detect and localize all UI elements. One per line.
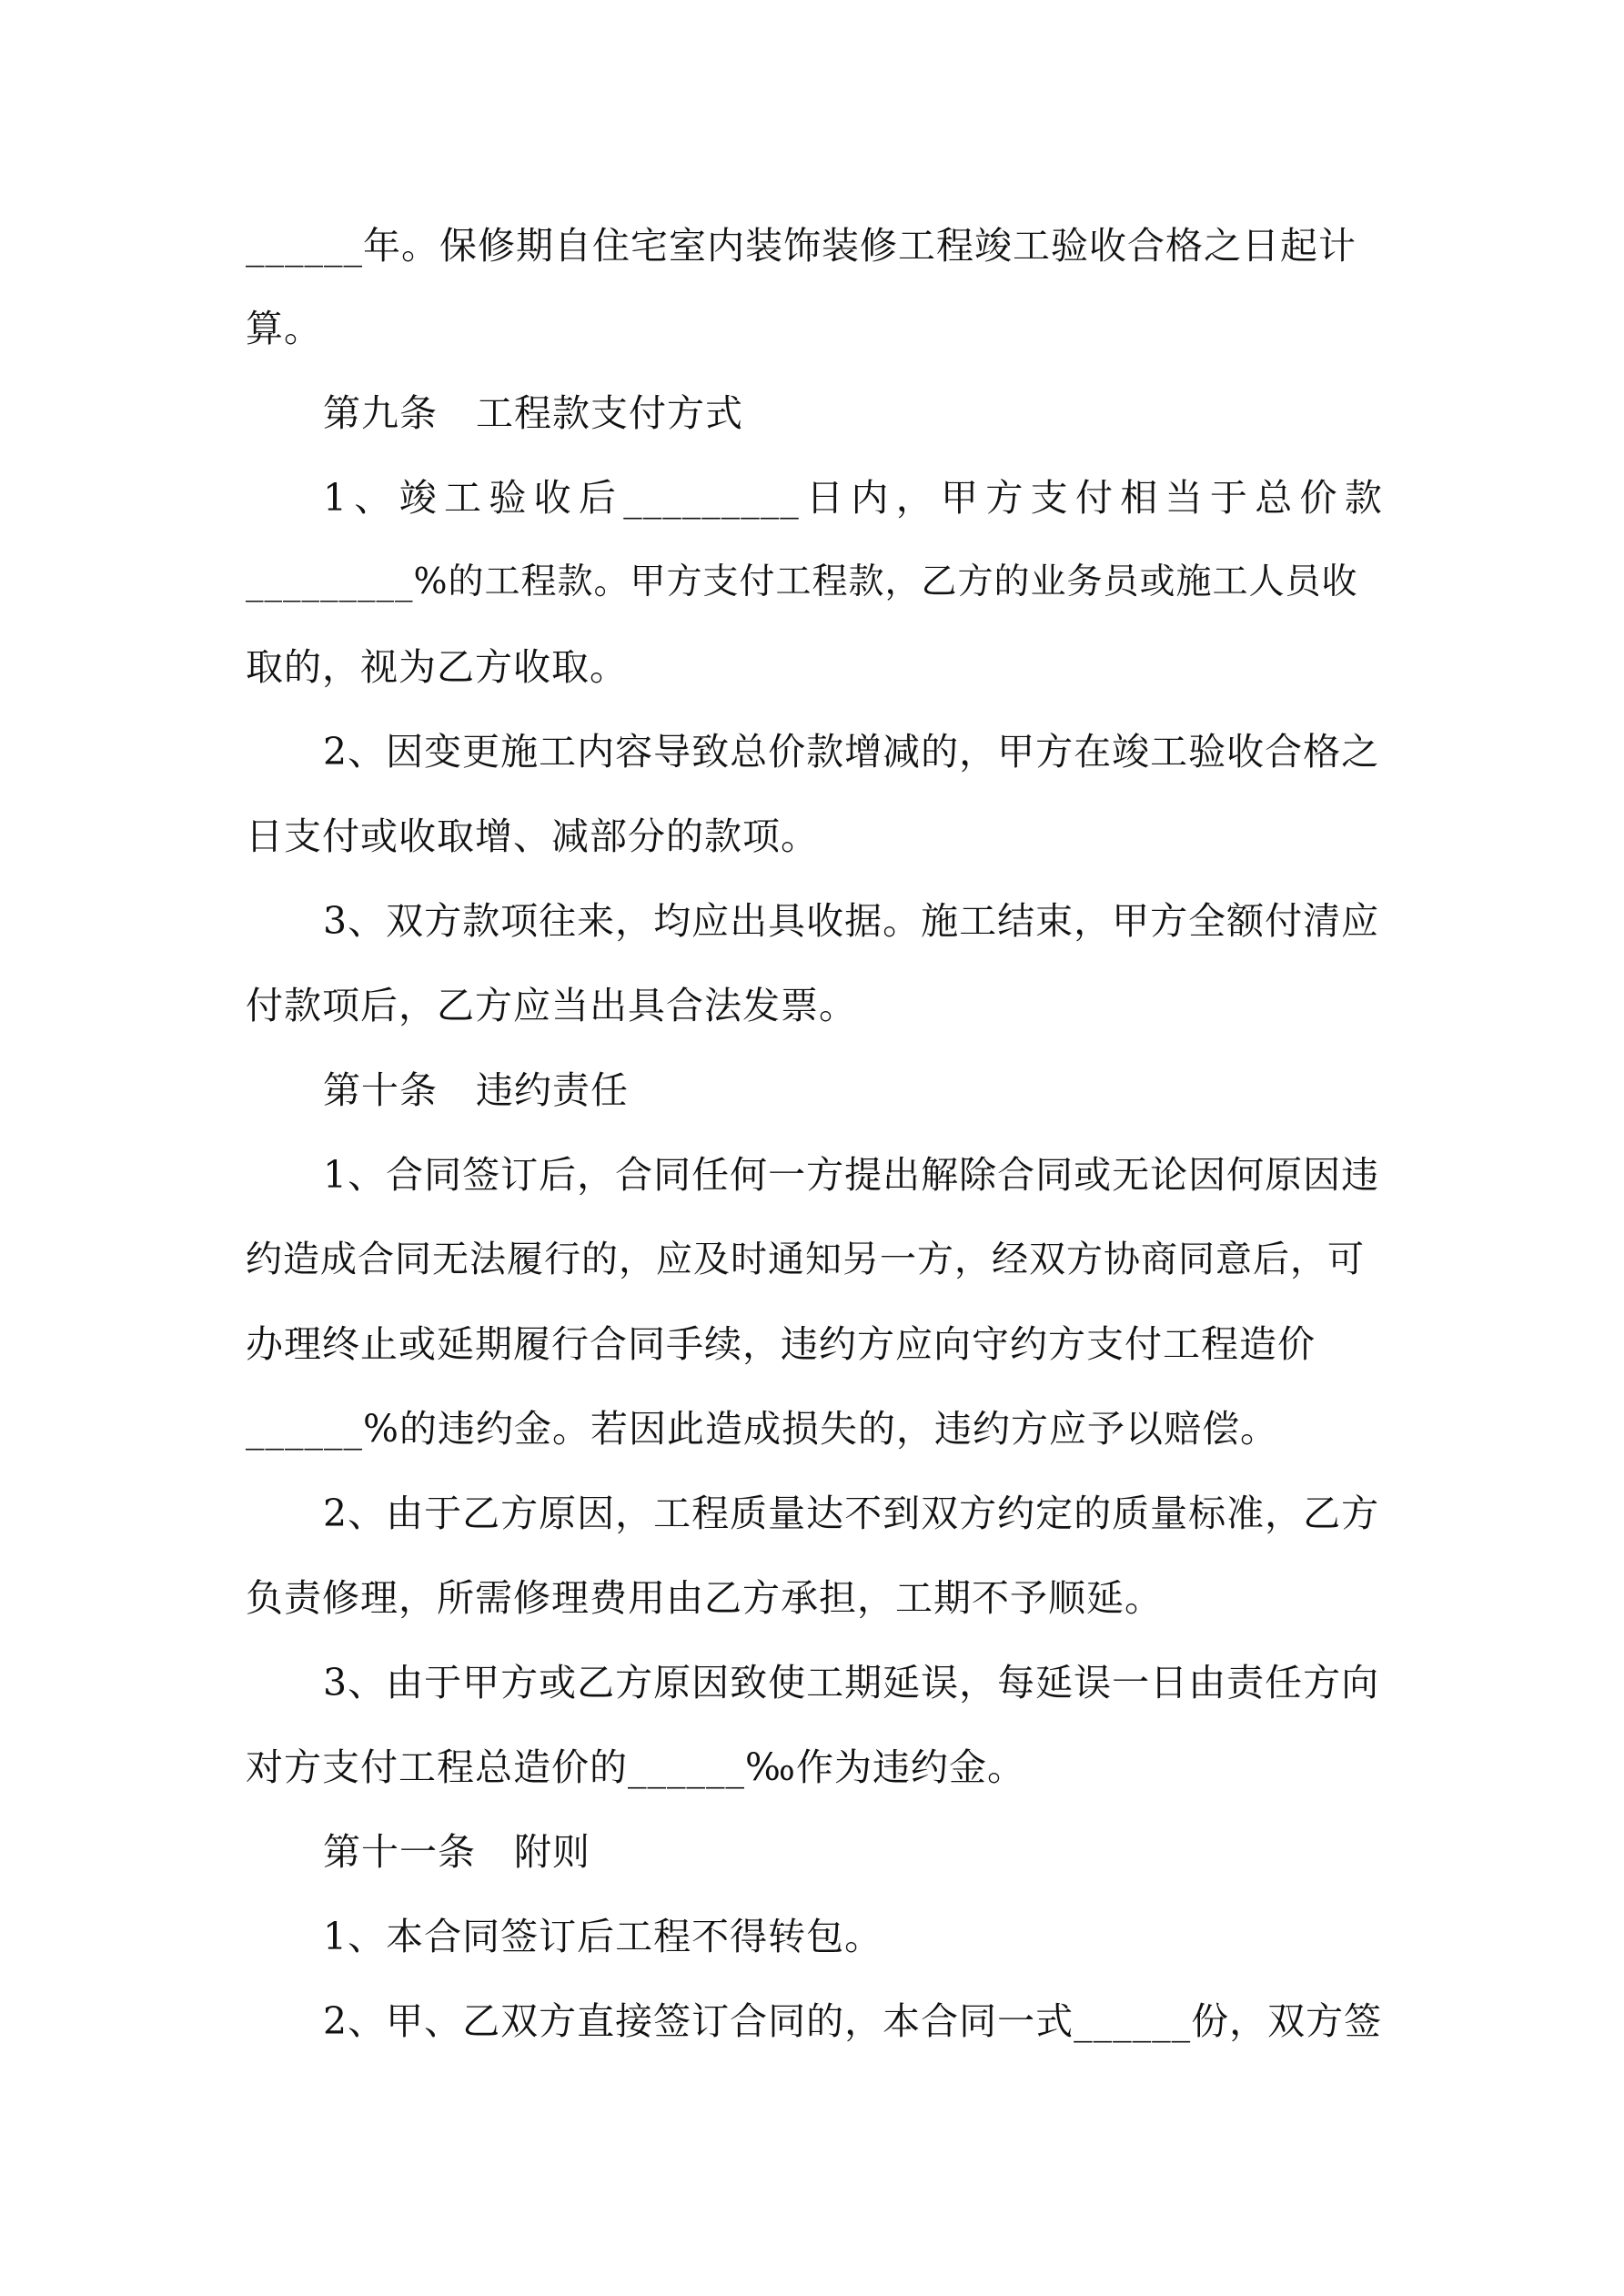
text-line-spaced (323, 472, 1383, 523)
text-fragment: 竣 (398, 476, 438, 520)
text-fragment: 1 (323, 476, 348, 520)
text-line: 2、甲、乙双方直接签订合同的，本合同一式______份，双方签 (323, 1999, 1383, 2043)
text-fragment: 日 (806, 476, 845, 520)
text-line: 对方支付工程总造价的______‰作为违约金。 (246, 1745, 1026, 1789)
text-fragment: 内 (851, 476, 890, 520)
text-fragment: 后 (578, 476, 617, 520)
text-line: 日支付或收取增、减部分的款项。 (246, 814, 819, 858)
text-fragment: 价 (1299, 476, 1338, 520)
text-line: 1、合同签订后，合同任何一方提出解除合同或无论因何原因违 (323, 1153, 1380, 1197)
text-fragment: 付 (1074, 476, 1114, 520)
text-line: 约造成合同无法履行的，应及时通知另一方，经双方协商同意后，可 (246, 1239, 1365, 1280)
text-line: _________%的工程款。甲方支付工程款，乙方的业务员或施工人员收 (246, 561, 1358, 602)
text-line: 3、双方款项往来，均应出具收据。施工结束，甲方全额付清应 (323, 899, 1380, 943)
text-line: 1、本合同签订后工程不得转包。 (323, 1915, 883, 1958)
text-fragment: 甲 (941, 476, 980, 520)
text-fragment: 验 (489, 476, 528, 520)
text-line: 付款项后，乙方应当出具合法发票。 (246, 984, 857, 1027)
text-line: ______年。保修期自住宅室内装饰装修工程竣工验收合格之日起计 (246, 224, 1357, 268)
text-fragment: 、 (354, 476, 393, 520)
section-heading: 第十一条 附则 (323, 1830, 590, 1874)
section-heading: 第十条 违约责任 (323, 1068, 629, 1112)
text-line: 取的，视为乙方收取。 (246, 645, 628, 689)
text-fragment: 支 (1030, 476, 1069, 520)
text-line: 算。 (246, 307, 322, 350)
blank-fill-line: _________ (623, 476, 800, 520)
text-fragment: 方 (985, 476, 1024, 520)
text-fragment: 工 (444, 476, 483, 520)
text-line: ______%的违约金。若因此造成损失的，违约方应予以赔偿。 (246, 1407, 1278, 1451)
text-fragment: 收 (533, 476, 572, 520)
section-heading: 第九条 工程款支付方式 (323, 391, 743, 435)
text-line: 3、由于甲方或乙方原因致使工期延误，每延误一日由责任方向 (323, 1661, 1380, 1704)
text-fragment: 相 (1120, 476, 1159, 520)
text-line: 2、因变更施工内容导致总价款增减的，甲方在竣工验收合格之 (323, 730, 1380, 774)
text-fragment: 于 (1209, 476, 1248, 520)
text-line: 负责修理，所需修理费用由乙方承担，工期不予顺延。 (246, 1576, 1163, 1620)
text-fragment: 款 (1344, 476, 1383, 520)
text-fragment: 总 (1255, 476, 1294, 520)
text-line: 办理终止或延期履行合同手续，违约方应向守约方支付工程造价 (246, 1322, 1316, 1366)
text-fragment: ， (895, 476, 934, 520)
text-fragment: 当 (1165, 476, 1204, 520)
text-line: 2、由于乙方原因，工程质量达不到双方约定的质量标准，乙方 (323, 1492, 1380, 1535)
